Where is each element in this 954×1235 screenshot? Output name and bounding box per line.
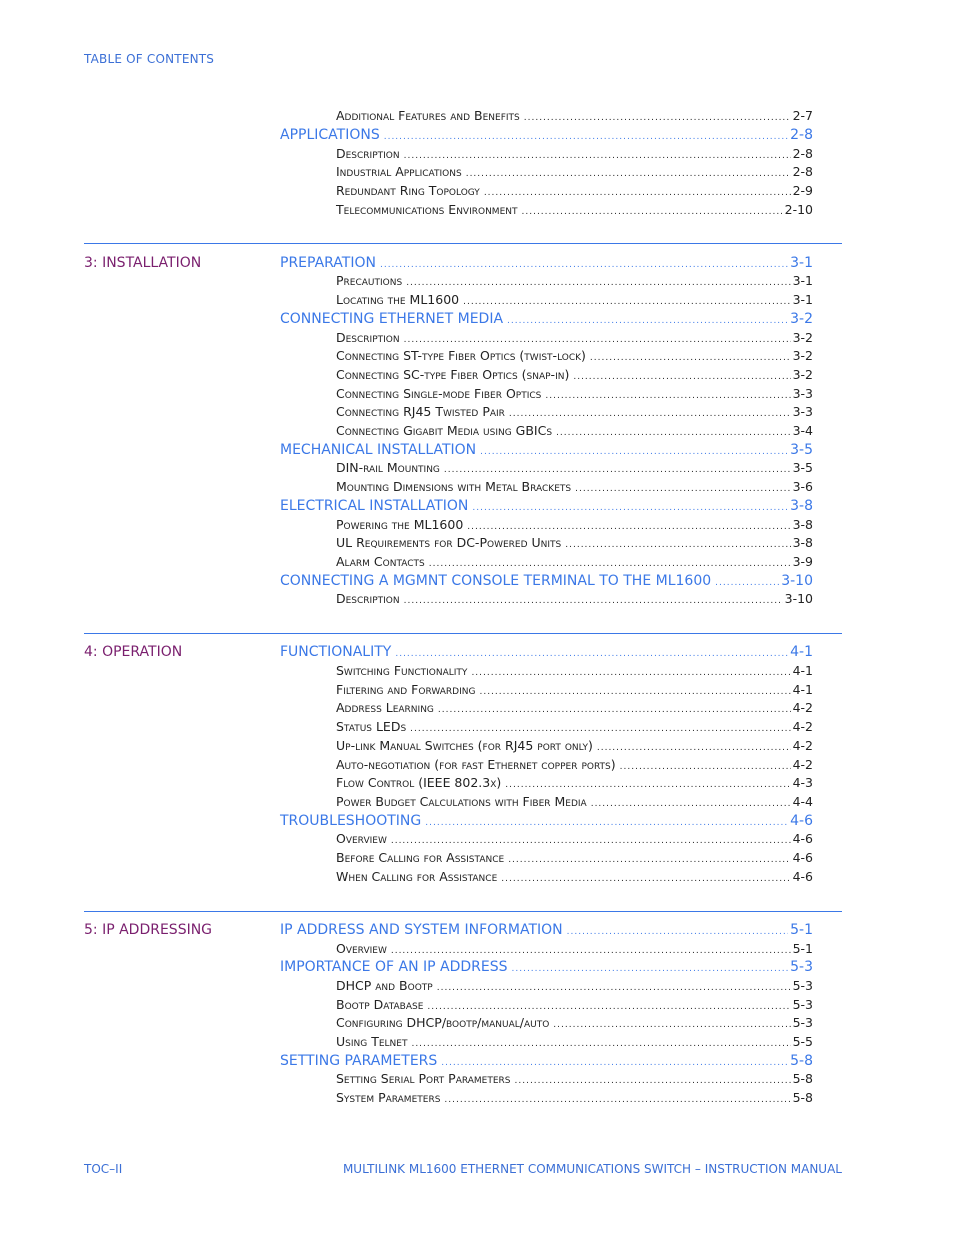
toc-section-entry[interactable]: SETTING PARAMETERS ..... 5-8 [280,1052,813,1071]
toc-subentry[interactable]: Configuring DHCP/bootp/manual/auto ..... 5-3 [336,1014,813,1033]
toc-subentry[interactable]: Setting Serial Port Parameters ..... 5-8 [336,1070,813,1089]
toc-subentry[interactable]: Connecting Gigabit Media using GBICs ..... 3-4 [336,422,813,441]
running-header: TABLE OF CONTENTS [84,52,215,66]
toc-subentry[interactable]: Telecommunications Environment ..... 2-10 [336,201,813,220]
toc-subentry[interactable]: Connecting ST-type Fiber Optics (twist-lock) ..... 3-2 [336,347,813,366]
toc-section-entry[interactable]: PREPARATION ..... 3-1 [280,254,813,273]
section-divider [84,911,842,912]
toc-subentry[interactable]: Using Telnet ..... 5-5 [336,1033,813,1052]
toc-subentry[interactable]: Connecting Single-mode Fiber Optics ..... 3-3 [336,385,813,404]
toc-subentry[interactable]: Mounting Dimensions with Metal Brackets ..... 3-6 [336,478,813,497]
toc-subentry[interactable]: Additional Features and Benefits ..... 2-7 [336,107,813,126]
page-number: TOC–II [84,1162,123,1176]
toc-section-entry[interactable]: TROUBLESHOOTING ..... 4-6 [280,812,813,831]
toc-subentry[interactable]: Redundant Ring Topology ..... 2-9 [336,182,813,201]
toc-subentry[interactable]: Description ..... 3-10 [336,590,813,609]
toc-subentry[interactable]: Overview ..... 4-6 [336,830,813,849]
toc-subentry[interactable]: Filtering and Forwarding ..... 4-1 [336,681,813,700]
toc-subentry[interactable]: Connecting SC-type Fiber Optics (snap-in) ..... 3-2 [336,366,813,385]
toc-subentry[interactable]: Connecting RJ45 Twisted Pair ..... 3-3 [336,403,813,422]
manual-title: MULTILINK ML1600 ETHERNET COMMUNICATIONS SWITCH – INSTRUCTION MANUAL [342,1162,842,1176]
section-divider [84,243,842,244]
toc-subentry[interactable]: DHCP and Bootp ..... 5-3 [336,977,813,996]
toc-section-entry[interactable]: FUNCTIONALITY ..... 4-1 [280,643,813,662]
toc-section-entry[interactable]: APPLICATIONS ..... 2-8 [280,126,813,145]
toc-section-entry[interactable]: ELECTRICAL INSTALLATION ..... 3-8 [280,497,813,516]
toc-section-entry[interactable]: MECHANICAL INSTALLATION ..... 3-5 [280,441,813,460]
toc-subentry[interactable]: Power Budget Calculations with Fiber Media ..... 4-4 [336,793,813,812]
toc-subentry[interactable]: DIN-rail Mounting ..... 3-5 [336,459,813,478]
toc-section-entry[interactable]: CONNECTING ETHERNET MEDIA ..... 3-2 [280,310,813,329]
toc-subentry[interactable]: UL Requirements for DC-Powered Units ..... 3-8 [336,534,813,553]
toc-subentry[interactable]: Address Learning ..... 4-2 [336,699,813,718]
toc-subentry[interactable]: Alarm Contacts ..... 3-9 [336,553,813,572]
section-divider [84,633,842,634]
toc-subentry[interactable]: Description ..... 2-8 [336,145,813,164]
toc-subentry[interactable]: Status LEDs ..... 4-2 [336,718,813,737]
toc-subentry[interactable]: Locating the ML1600 ..... 3-1 [336,291,813,310]
toc-subentry[interactable]: When Calling for Assistance ..... 4-6 [336,868,813,887]
chapter-operation[interactable]: 4: OPERATION [84,644,183,660]
toc-section-entry[interactable]: IMPORTANCE OF AN IP ADDRESS ..... 5-3 [280,958,813,977]
toc-subentry[interactable]: Up-link Manual Switches (for RJ45 port only) ..... 4-2 [336,737,813,756]
toc-subentry[interactable]: Precautions ..... 3-1 [336,272,813,291]
toc-section-entry[interactable]: CONNECTING A MGMNT CONSOLE TERMINAL TO THE ML1600 ..... 3-10 [280,572,813,591]
toc-subentry[interactable]: Auto-negotiation (for fast Ethernet copper ports) ..... 4-2 [336,756,813,775]
toc-subentry[interactable]: Overview ..... 5-1 [336,940,813,959]
toc-section-entry[interactable]: IP ADDRESS AND SYSTEM INFORMATION ..... 5-1 [280,921,813,940]
toc-subentry[interactable]: Bootp Database ..... 5-3 [336,996,813,1015]
toc-subentry[interactable]: Flow Control (IEEE 802.3x) ..... 4-3 [336,774,813,793]
toc-subentry[interactable]: Switching Functionality ..... 4-1 [336,662,813,681]
toc-subentry[interactable]: Description ..... 3-2 [336,329,813,348]
chapter-ip-addressing[interactable]: 5: IP ADDRESSING [84,922,213,938]
toc-subentry[interactable]: Before Calling for Assistance ..... 4-6 [336,849,813,868]
toc-subentry[interactable]: System Parameters ..... 5-8 [336,1089,813,1108]
toc-subentry[interactable]: Powering the ML1600 ..... 3-8 [336,516,813,535]
chapter-installation[interactable]: 3: INSTALLATION [84,255,202,271]
toc-subentry[interactable]: Industrial Applications ..... 2-8 [336,163,813,182]
